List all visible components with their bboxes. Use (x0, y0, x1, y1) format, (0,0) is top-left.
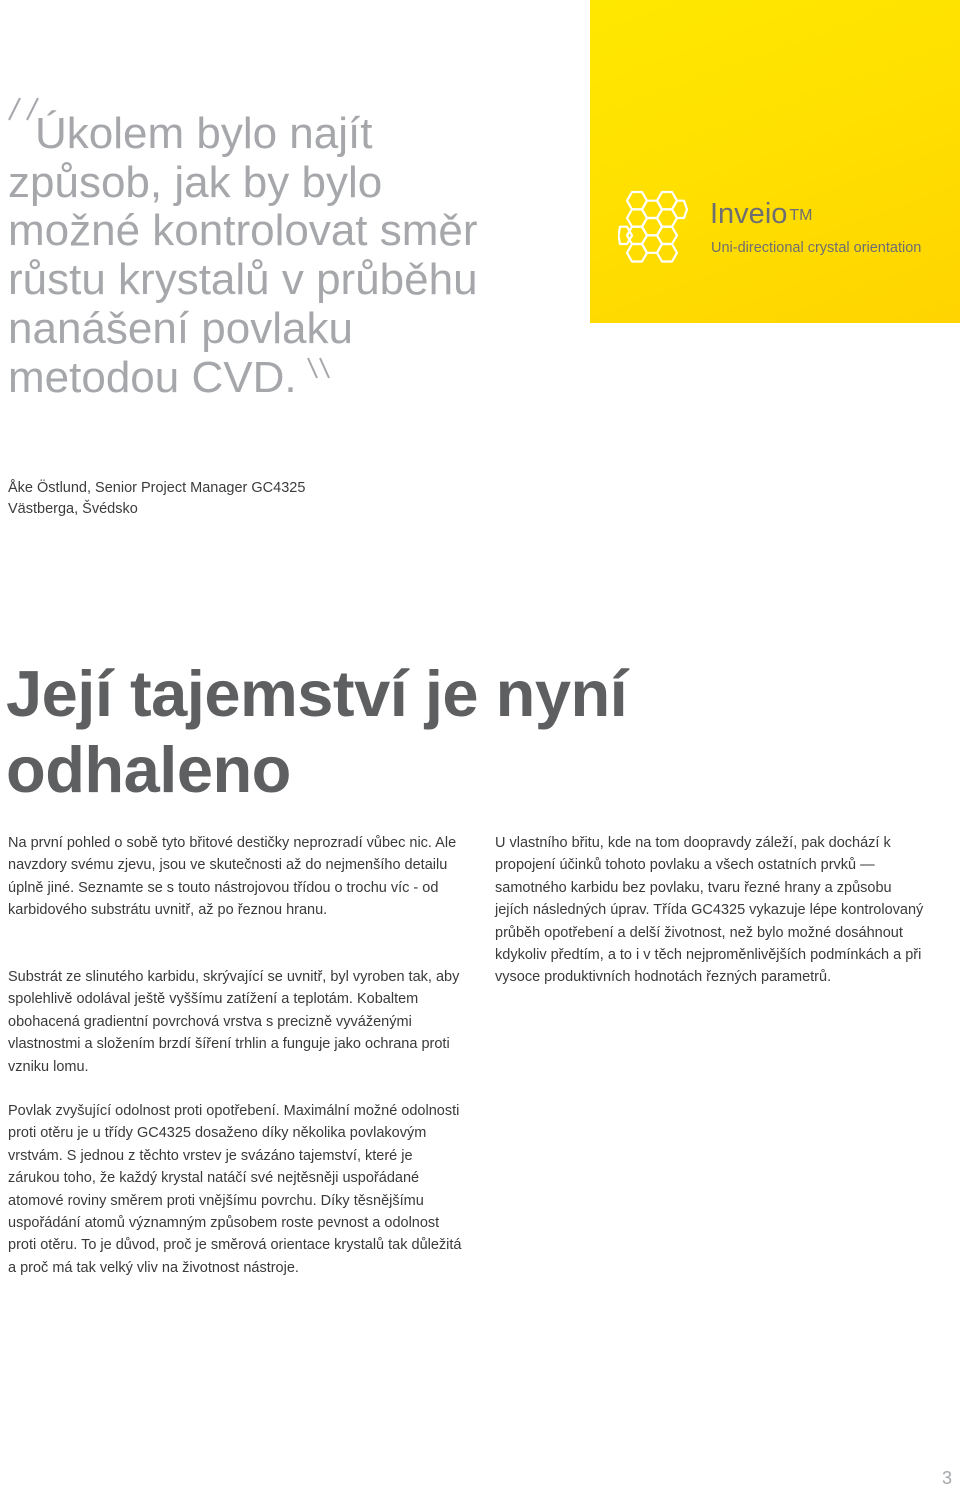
hexagon-cluster-icon (618, 186, 688, 268)
attribution-name: Åke Östlund, Senior Project Manager GC4325 (8, 480, 306, 496)
brand-tagline: Uni-directional crystal orientation (711, 240, 922, 256)
body-paragraph-3: Povlak zvyšující odolnost proti opotřebení. Maximální možné odolnosti proti otěru je u třídy GC4325 dosaženo díky několika povlakovým vrstvám. S jednou z těchto vrstev je svázáno tajemství, které je zárukou toho, že každý krystal natáčí své nejtěsněji uspořádané atomové roviny směrem proti vnějšímu povrchu. Díky těsnějšímu uspořádání atomů významným způsobem roste pevnost a odolnost proti otěru. To je důvod, proč je směrová orientace krystalů tak důležitá a proč má tak velký vliv na životnost nástroje. (8, 1103, 462, 1276)
pull-quote (8, 110, 478, 402)
closing-quote-icon (303, 356, 333, 380)
body-paragraph-2: Substrát ze slinutého karbidu, skrývající se uvnitř, byl vyroben tak, aby spolehlivě odolával ještě vyššímu zatížení a teplotám. Kobaltem obohacená gradientní povrchová vrstva s precizně vyváženými vlastnostmi a složením brzdí šíření trhlin a funguje jako ochrana proti vzniku lomu. (8, 969, 460, 1075)
body-paragraph-4: U vlastního břitu, kde na tom doopravdy záleží, pak dochází k propojení účinků tohoto povlaku a všech ostatních prvků — samotného karbidu bez povlaku, tvaru řezné hrany a způsobu jejích následných úprav. Třída GC4325 vykazuje lépe kontrolovaný průběh opotřebení a delší životnost, než bylo možné dosáhnout kdykoliv předtím, a to i v těch nejproměnlivějších podmínkách a při vysoce produktivních hodnotách řezných parametrů. (495, 835, 924, 986)
brand-name-text: Inveio (710, 198, 788, 230)
brand-name (710, 198, 813, 230)
pull-quote-text: Úkolem bylo najít způsob, jak by bylo možné kontrolovat směr růstu krystalů v průběhu nanášení povlaku metodou CVD. (8, 109, 478, 402)
trademark-symbol: TM (789, 207, 813, 224)
body-paragraph-1: Na první pohled o sobě tyto břitové destičky neprozradí vůbec nic. Ale navzdory svému zjevu, jsou ve skutečnosti až do nejmenšího detailu úplně jiné. Seznamte se s touto nástrojovou třídou o trochu víc - od karbidového substrátu uvnitř, až po řeznou hranu. (8, 835, 457, 919)
brand-panel (590, 0, 960, 323)
page-number: 3 (941, 1468, 952, 1488)
section-heading: Její tajemství je nyní odhaleno (6, 657, 628, 806)
quote-attribution (8, 478, 468, 520)
attribution-location: Västberga, Švédsko (8, 501, 138, 517)
